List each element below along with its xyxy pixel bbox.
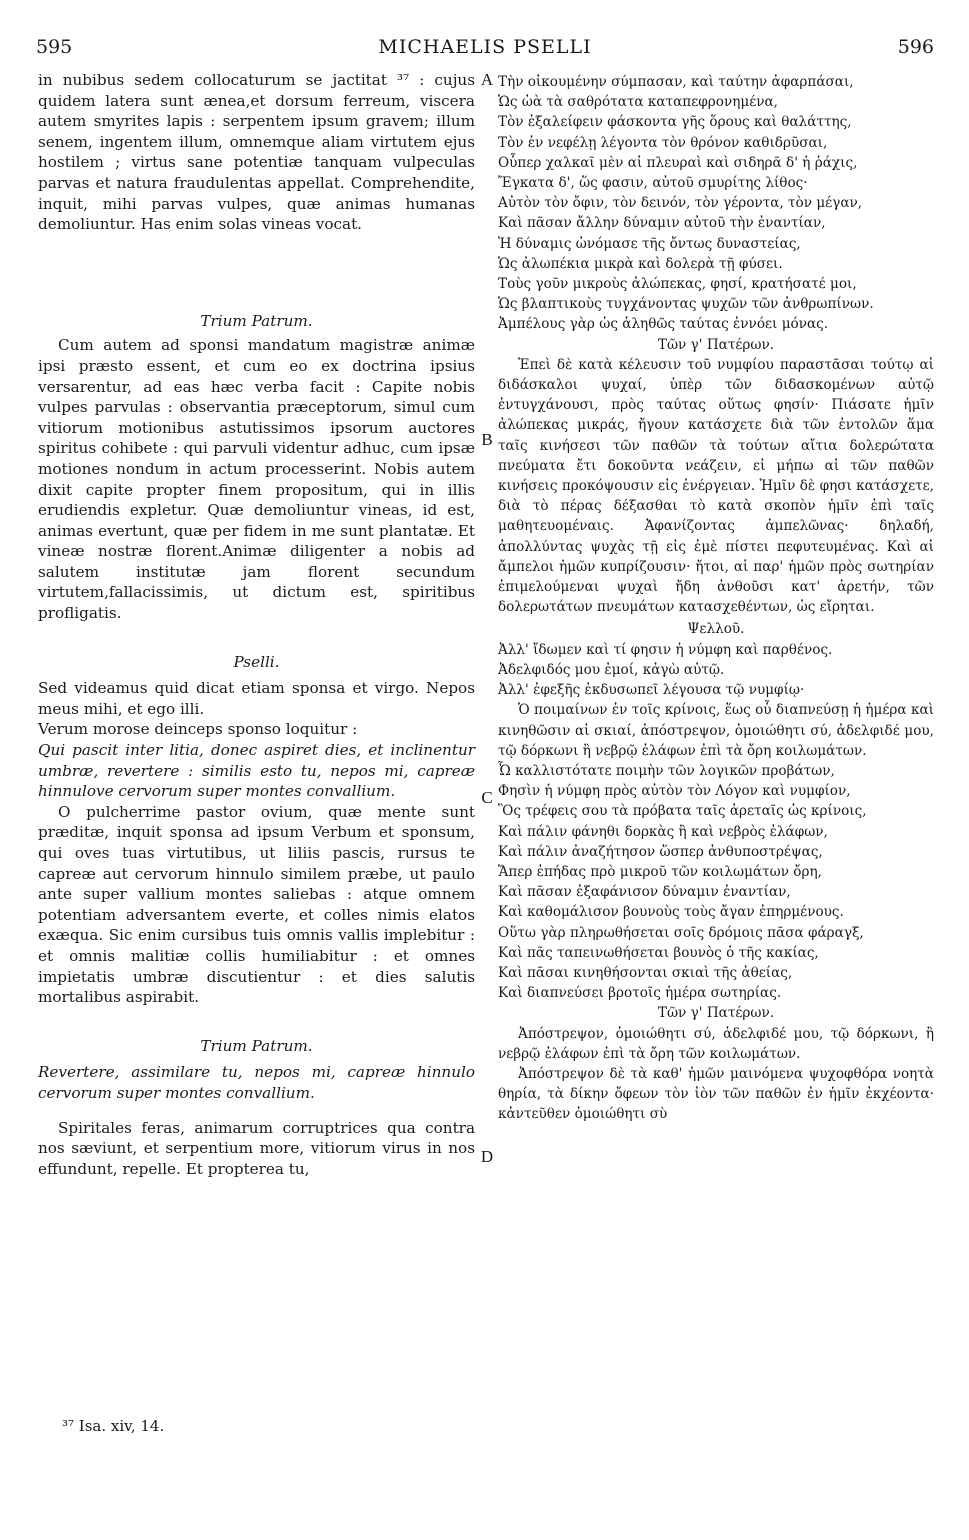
- latin-paragraph: in nubibus sedem collocaturum se jactitat ³⁷ : cujus quidem latera sunt ænea,et dorsum ferreum, viscera autem smyrites lapis : serpentem ipsum gravem; illum senem, ingentem illum, omnemque aliam virtutem ejus hostilem ; virtus sane potentiæ tanquam vulpeculas parvas et natura fraudulentas appellat. Comprehendite, inquit, mihi parvas vulpes, quæ animas humanas demoliuntur. Has enim solas vineas vocat.: [38, 71, 475, 234]
- greek-verse-block: [498, 640, 934, 701]
- greek-verse-line: Φησὶν ἡ νύμφη πρὸς αὐτὸν τὸν Λόγον καὶ νυμφίον,: [498, 783, 851, 800]
- greek-verse-line: Ἔγκατα δ', ὥς φασιν, αὐτοῦ σμυρίτης λίθος·: [498, 175, 808, 192]
- greek-verse-line: Ὦ καλλιστότατε ποιμὴν τῶν λογικῶν προβάτων,: [498, 762, 835, 779]
- greek-verse-line: Καὶ πᾶσαν ἄλλην δύναμιν αὐτοῦ τὴν ἐναντίαν,: [498, 215, 826, 232]
- latin-quotation: Qui pascit inter litia, donec aspiret dies, et inclinentur umbræ, revertere : similis esto tu, nepos mi, capreæ hinnulove cervorum super montes convallium.: [38, 741, 475, 801]
- greek-verse-line: Τοὺς γοῦν μικροὺς ἀλώπεκας, φησί, κρατήσατέ μοι,: [498, 276, 857, 293]
- greek-verse-line: Οὗπερ χαλκαῖ μὲν αἱ πλευραὶ καὶ σιδηρᾶ δ' ἡ ῥάχις,: [498, 154, 858, 171]
- latin-paragraph: Verum morose deinceps sponso loquitur :: [38, 720, 358, 739]
- greek-verse-line: Τὸν ἐν νεφέλῃ λέγοντα τὸν θρόνον καθιδρῦσαι,: [498, 134, 828, 151]
- greek-verse-block: [498, 72, 934, 335]
- latin-paragraph: O pulcherrime pastor ovium, quæ mente sunt præditæ, inquit sponsa ad ipsum Verbum et sponsum, qui oves tuas virtutibus, ut liliis pascis, rursus te capreæ aut cervorum hinnulo similem præbe, ut paulo ante super vallium montes saliebas : atque omnem potentiam adversantem everte, et colles nimis elatos exæqua. Sic enim cursibus tuis omnis vallis implebitur : et omnis malitiæ collis humiliabitur : et omnes impietatis umbræ discutientur : et dies salutis mortalibus aspirabit.: [38, 802, 475, 1007]
- greek-verse-line: Καὶ καθομάλισον βουνοὺς τοὺς ἄγαν ἐπηρμένους.: [498, 904, 844, 921]
- greek-verse-line: Τὴν οἰκουμένην σύμπασαν, καὶ ταύτην ἀφαρπάσαι,: [498, 74, 854, 90]
- greek-verse-line: Καὶ διαπνεύσει βροτοῖς ἡμέρα σωτηρίας.: [498, 985, 782, 1002]
- greek-verse-line: Οὕτω γὰρ πληρωθήσεται σοῖς δρόμοις πᾶσα φάραγξ,: [498, 924, 864, 941]
- greek-paragraph: Ἀπόστρεψον δὲ τὰ καθ' ἡμῶν μαινόμενα ψυχοφθόρα νοητὰ θηρία, τὰ δίκην ὄφεων τὸν ἰὸν τῶν παθῶν ἐν ἡμῖν ἐκχέοντα· κἀντεῦθεν ὁμοιώθητι σὺ: [498, 1065, 934, 1123]
- greek-verse-line: Ὡς βλαπτικοὺς τυγχάνοντας ψυχῶν τῶν ἀνθρωπίνων.: [498, 296, 874, 313]
- section-title: Trium Patrum.: [200, 1036, 313, 1055]
- section-title: Ψελλοῦ.: [687, 621, 745, 638]
- greek-verse-line: Αὐτὸν τὸν ὄφιν, τὸν δεινόν, τὸν γέροντα, τὸν μέγαν,: [498, 195, 863, 212]
- latin-paragraph: Spiritales feras, animarum corruptrices qua contra nos sæviunt, et serpentium more, vitiorum virus in nos effundunt, repelle. Et propterea tu,: [38, 1118, 475, 1178]
- footnote: ³⁷ Isa. xiv, 14.: [62, 1417, 165, 1435]
- margin-marker-c: C: [481, 788, 493, 807]
- greek-verse-line: Καὶ πᾶσαν ἐξαφάνισον δύναμιν ἐναντίαν,: [498, 884, 791, 901]
- greek-column: [498, 72, 934, 1125]
- greek-verse-line: Ὡς ἀλωπέκια μικρὰ καὶ δολερὰ τῇ φύσει.: [498, 255, 783, 272]
- latin-column: [38, 70, 475, 1179]
- greek-verse-block: [498, 761, 934, 1003]
- margin-marker-d: D: [480, 1147, 494, 1166]
- greek-verse-line: Ὃς τρέφεις σου τὰ πρόβατα ταῖς ἀρεταῖς ὡς κρίνοις,: [498, 803, 867, 820]
- page-number-left: 595: [36, 36, 73, 58]
- greek-verse-line: Καὶ πάλιν φάνηθι δορκὰς ἢ καὶ νεβρὸς ἐλάφων,: [498, 823, 828, 840]
- greek-verse-line: Ἡ δύναμις ὠνόμασε τῆς ὄντως δυναστείας,: [498, 235, 801, 252]
- greek-paragraph: Ἐπεὶ δὲ κατὰ κέλευσιν τοῦ νυμφίου παραστᾶσαι τούτῳ αἱ διδάσκαλοι ψυχαί, ὑπὲρ τῶν διδασκομένων αὐτῷ ἐντυγχάνουσι, πρὸς ταύτας οὕτως φησίν· Πιάσατε ἡμῖν ἀλώπεκας μικράς, ἤγουν κατάσχετε διὰ τῶν ἐντολῶν ἅμα ταῖς κινήσεσι τῶν παθῶν τὰ τούτων αἴτια δολερώτατα πνεύματα ἔτι δοκοῦντα νεάζειν, εἰ μήπω αἱ τῶν παθῶν κινήσεις προκόψουσιν εἰς ἐνέργειαν. Ἡμῖν δὲ φησι κατάσχετε, διὰ τὸ πέρας δέξασθαι τὸ κατὰ σκοπὸν ἡμῖν ἐπὶ ταῖς μαθητευομέναις. Ἀφανίζοντας ἀμπελῶνας· δηλαδή, ἀπολλύντας ψυχὰς τῇ εἰς ἐμὲ πίστει πεφυτευμένας. Καὶ αἱ ἄμπελοι ἡμῶν κυπρίζουσιν· ἤτοι, αἱ παρ' ἡμῶν πρὸς σωτηρίαν ἐπιμελούμεναι ψυχαὶ ἤδη ἀνθοῦσι κατ' ἀρετήν, τῶν δολερωτάτων πνευμάτων κατασχεθέντων, ὡς εἴρηται.: [498, 356, 934, 616]
- greek-verse-line: Ὡς ὠὰ τὰ σαθρότατα καταπεφρονημένα,: [498, 94, 779, 111]
- section-title: Τῶν γ' Πατέρων.: [657, 1005, 775, 1022]
- margin-marker-b: B: [481, 430, 493, 449]
- page-header: [36, 36, 934, 66]
- running-title: MICHAELIS PSELLI: [378, 36, 592, 58]
- greek-verse-line: Ἀδελφιδός μου ἐμοί, κἀγὼ αὐτῷ.: [498, 661, 725, 678]
- greek-verse-line: Ἀμπέλους γὰρ ὡς ἀληθῶς ταύτας ἐννόει μόνας.: [498, 316, 829, 333]
- greek-verse-line: Ἀλλ' ἐφεξῆς ἐκδυσωπεῖ λέγουσα τῷ νυμφίῳ·: [498, 682, 805, 699]
- greek-verse-line: Καὶ πᾶσαι κινηθήσονται σκιαὶ τῆς ἀθείας,: [498, 964, 793, 981]
- latin-paragraph: Sed videamus quid dicat etiam sponsa et virgo. Nepos meus mihi, et ego illi.: [38, 679, 475, 718]
- latin-quotation: Revertere, assimilare tu, nepos mi, capreæ hinnulo cervorum super montes convallium.: [38, 1063, 475, 1102]
- greek-verse-line: Καὶ πᾶς ταπεινωθήσεται βουνὸς ὁ τῆς κακίας,: [498, 944, 819, 961]
- page-number-right: 596: [897, 36, 934, 58]
- greek-verse-line: Καὶ πάλιν ἀναζήτησον ὥσπερ ἀνθυποστρέψας,: [498, 843, 823, 860]
- section-title: Pselli.: [233, 652, 280, 671]
- margin-marker-a: A: [480, 70, 494, 89]
- greek-paragraph: Ἀπόστρεψον, ὁμοιώθητι σύ, ἀδελφιδέ μου, τῷ δόρκωνι, ἢ νεβρῷ ἐλάφων ἐπὶ τὰ ὄρη τῶν κοιλωμάτων.: [498, 1025, 934, 1062]
- section-title: Trium Patrum.: [200, 311, 313, 330]
- greek-verse-line: Ἅπερ ἐπήδας πρὸ μικροῦ τῶν κοιλωμάτων ὄρη,: [498, 863, 822, 880]
- greek-paragraph: Ὁ ποιμαίνων ἐν τοῖς κρίνοις, ἕως οὗ διαπνεύσῃ ἡ ἡμέρα καὶ κινηθῶσιν αἱ σκιαί, ἀπόστρεψον, ὁμοιώθητι σύ, ἀδελφιδέ μου, τῷ δόρκωνι ἢ νεβρῷ ἐλάφων ἐπὶ τὰ ὄρη κοιλωμάτων.: [498, 702, 934, 759]
- greek-verse-line: Τὸν ἐξαλείφειν φάσκοντα γῆς ὅρους καὶ θαλάττης,: [498, 114, 852, 131]
- greek-verse-line: Ἀλλ' ἴδωμεν καὶ τί φησιν ἡ νύμφη καὶ παρθένος.: [498, 641, 833, 658]
- section-title: Τῶν γ' Πατέρων.: [657, 336, 775, 353]
- latin-paragraph: Cum autem ad sponsi mandatum magistræ animæ ipsi præsto essent, et cum eo ex doctrina ipsius versarentur, ad eas hæc verba facit : Capite nobis vulpes parvulas : observantia præceptorum, simul cum vitiorum motionibus astutissimos ipsorum auctores spiritus cohibete : qui parvuli videntur adhuc, cum ipsæ motiones nondum in actum processerint. Nobis autem dixit capite propter finem propositum, qui in illis erudiendis expletur. Quæ demoliuntur vineas, id est, animas evertunt, quæ per fidem in me sunt plantatæ. Et vineæ nostræ florent.Animæ diligenter a nobis ad salutem institutæ jam florent secundum virtutem,fallacissimis, ut dictum est, spiritibus profligatis.: [38, 336, 475, 623]
